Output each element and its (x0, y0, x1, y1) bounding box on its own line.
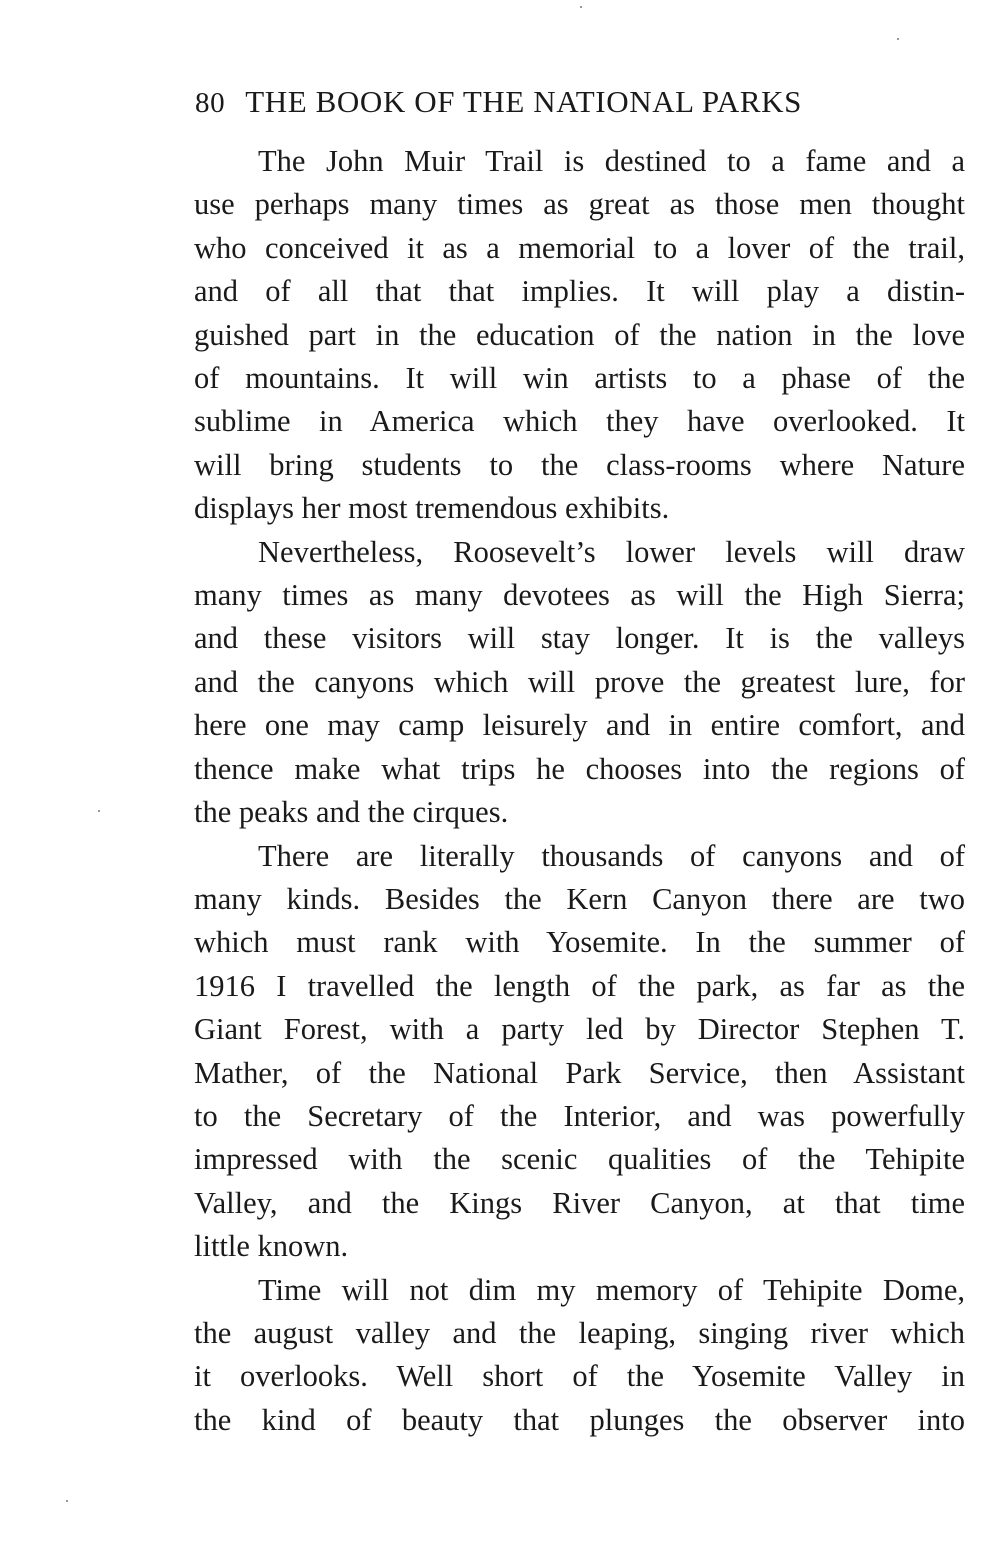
text-line: The John Muir Trail is destined to a fame and a (258, 144, 965, 178)
body-text (194, 140, 965, 1442)
running-title: THE BOOK OF THE NATIONAL PARKS (245, 84, 803, 119)
text-line: and the canyons which will prove the greatest lure, for (194, 664, 965, 699)
text-line: guished part in the education of the nation in the love (194, 317, 965, 352)
text-line: sublime in America which they have overlooked. It (194, 404, 965, 439)
text-line: use perhaps many times as great as those men thought (194, 187, 965, 222)
text-line: of mountains. It will win artists to a phase of the (194, 361, 965, 396)
scan-speck (580, 6, 582, 8)
text-line: will bring students to the class-rooms where Nature (194, 447, 965, 482)
scan-speck (66, 1500, 68, 1502)
text-line: the kind of beauty that plunges the observer into (194, 1402, 965, 1437)
paragraph-3 (194, 835, 965, 1269)
paragraph-2 (194, 531, 965, 835)
text-line: Giant Forest, with a party led by Director Stephen T. (194, 1012, 965, 1047)
scan-speck (897, 38, 899, 40)
text-line: here one may camp leisurely and in entire comfort, and (194, 708, 965, 743)
text-line: Valley, and the Kings River Canyon, at that time (194, 1185, 965, 1220)
text-line: who conceived it as a memorial to a lover of the trail, (194, 230, 965, 265)
paragraph-4 (194, 1269, 965, 1443)
text-line: which must rank with Yosemite. In the summer of (194, 925, 965, 960)
text-line: Time will not dim my memory of Tehipite Dome, (258, 1272, 965, 1307)
text-line: Nevertheless, Roosevelt’s lower levels will draw (258, 534, 965, 569)
text-line: There are literally thousands of canyons and of (258, 838, 965, 873)
text-line: many times as many devotees as will the High Sierra; (194, 578, 965, 613)
text-line: and these visitors will stay longer. It is the valleys (194, 621, 965, 656)
text-line: impressed with the scenic qualities of the Tehipite (194, 1142, 965, 1177)
text-line: displays her most tremendous exhibits. (194, 491, 670, 526)
text-line: and of all that that implies. It will play a distin- (194, 274, 965, 309)
scan-speck (98, 810, 100, 812)
text-line: little known. (194, 1229, 349, 1264)
running-head (195, 82, 915, 123)
text-line: the peaks and the cirques. (194, 795, 509, 830)
text-line: to the Secretary of the Interior, and was powerfully (194, 1098, 965, 1133)
paragraph-1 (194, 140, 965, 531)
text-line: many kinds. Besides the Kern Canyon there are two (194, 881, 965, 916)
text-line: Mather, of the National Park Service, then Assistant (194, 1055, 965, 1090)
page-number: 80 (195, 87, 226, 119)
text-line: 1916 I travelled the length of the park, as far as the (194, 968, 965, 1003)
text-line: the august valley and the leaping, singing river which (194, 1315, 965, 1350)
text-line: it overlooks. Well short of the Yosemite Valley in (194, 1359, 965, 1394)
text-line: thence make what trips he chooses into the regions of (194, 751, 965, 786)
